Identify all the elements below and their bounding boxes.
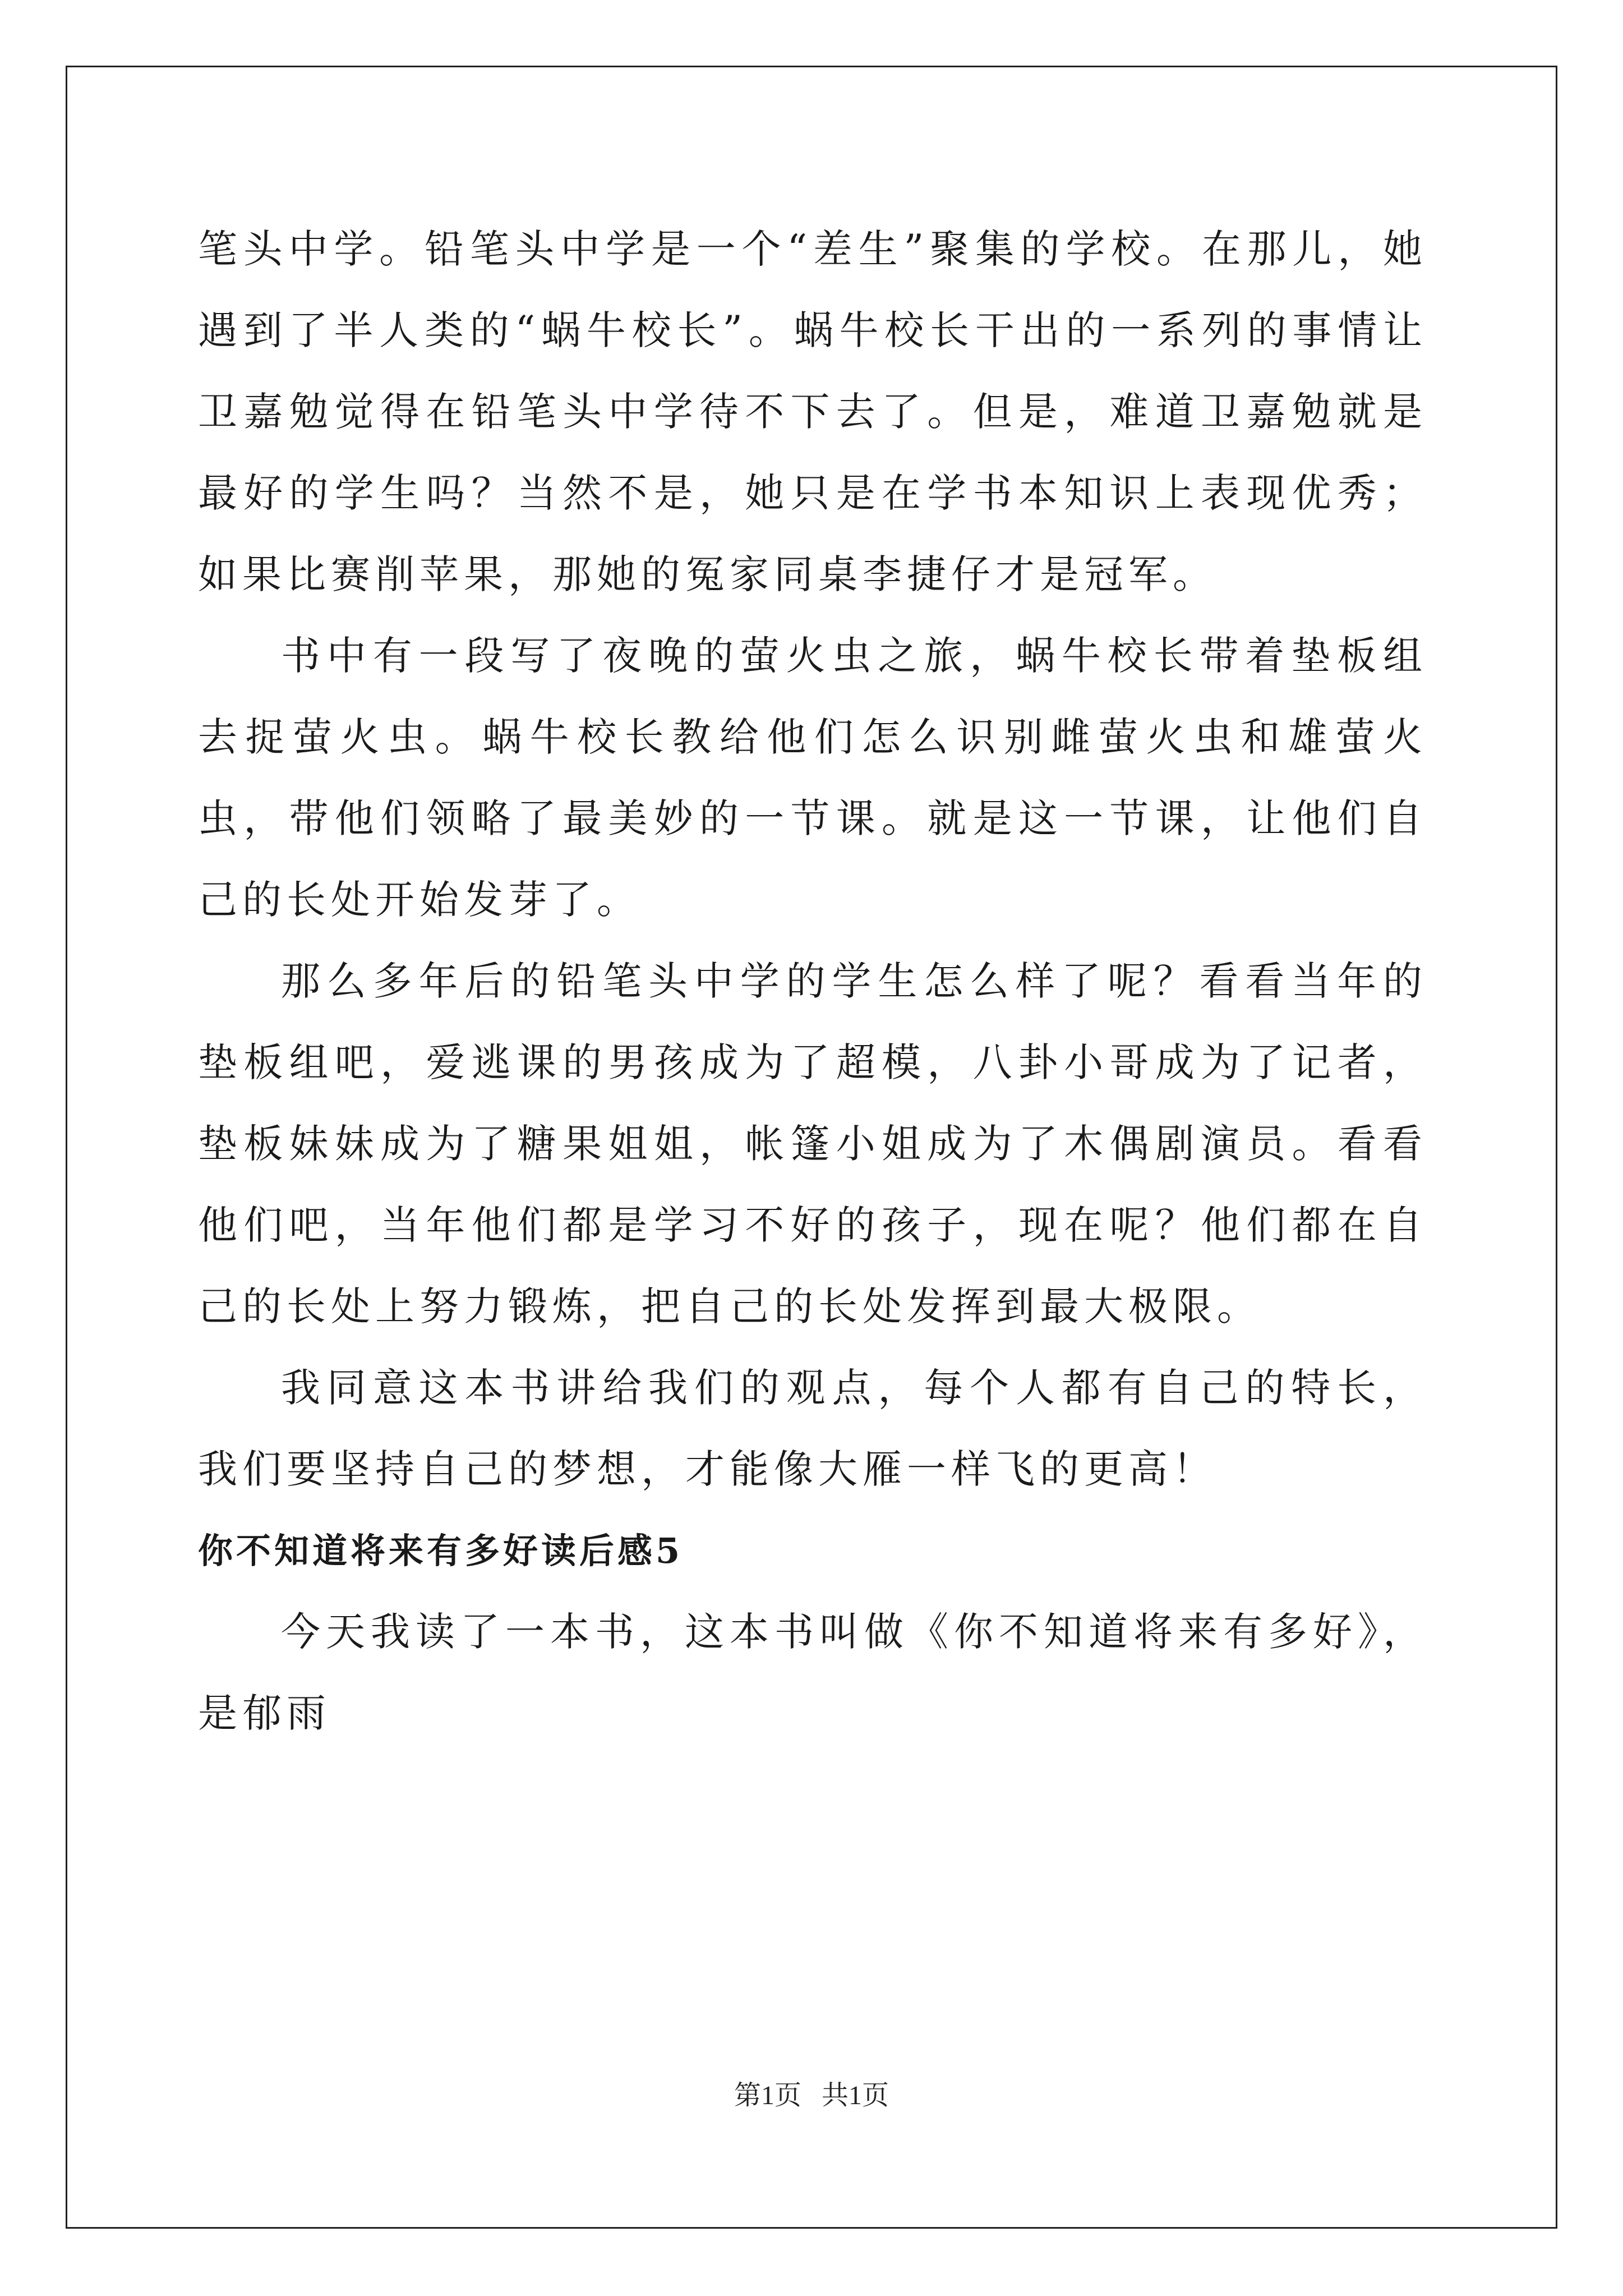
- page-number: 第1页: [734, 2081, 801, 2110]
- paragraph-5: 今天我读了一本书，这本书叫做《你不知道将来有多好》，是郁雨: [198, 1609, 1427, 1736]
- paragraph-1: 笔头中学。铅笔头中学是一个“差生”聚集的学校。在那儿，她遇到了半人类的“蜗牛校长”。蜗牛校长干出的一系列的事情让卫嘉勉觉得在铅笔头中学待不下去了。但是，难道卫嘉勉就是最好的学生吗？当然不是，她只是在学书本知识上表现优秀；如果比赛削苹果，那她的冤家同桌李捷仔才是冠军。: [198, 226, 1427, 597]
- section-heading: 你不知道将来有多好读后感5: [198, 1530, 684, 1571]
- paragraph-3: 那么多年后的铅笔头中学的学生怎么样了呢？看看当年的垫板组吧，爱逃课的男孩成为了超模，八卦小哥成为了记者，垫板妹妹成为了糖果姐姐，帐篷小姐成为了木偶剧演员。看看他们吧，当年他们都是学习不好的孩子，现在呢？他们都在自己的长处上努力锻炼，把自己的长处发挥到最大极限。: [198, 958, 1427, 1329]
- page-total: 共1页: [822, 2081, 889, 2110]
- paragraph-2: 书中有一段写了夜晚的萤火虫之旅，蜗牛校长带着垫板组去捉萤火虫。蜗牛校长教给他们怎么识别雌萤火虫和雄萤火虫，带他们领略了最美妙的一节课。就是这一节课，让他们自己的长处开始发芽了。: [198, 633, 1427, 923]
- paragraph-4: 我同意这本书讲给我们的观点，每个人都有自己的特长，我们要坚持自己的梦想，才能像大雁一样飞的更高！: [198, 1365, 1427, 1492]
- page-footer: [0, 2079, 1623, 2113]
- document-body: [198, 209, 1427, 1754]
